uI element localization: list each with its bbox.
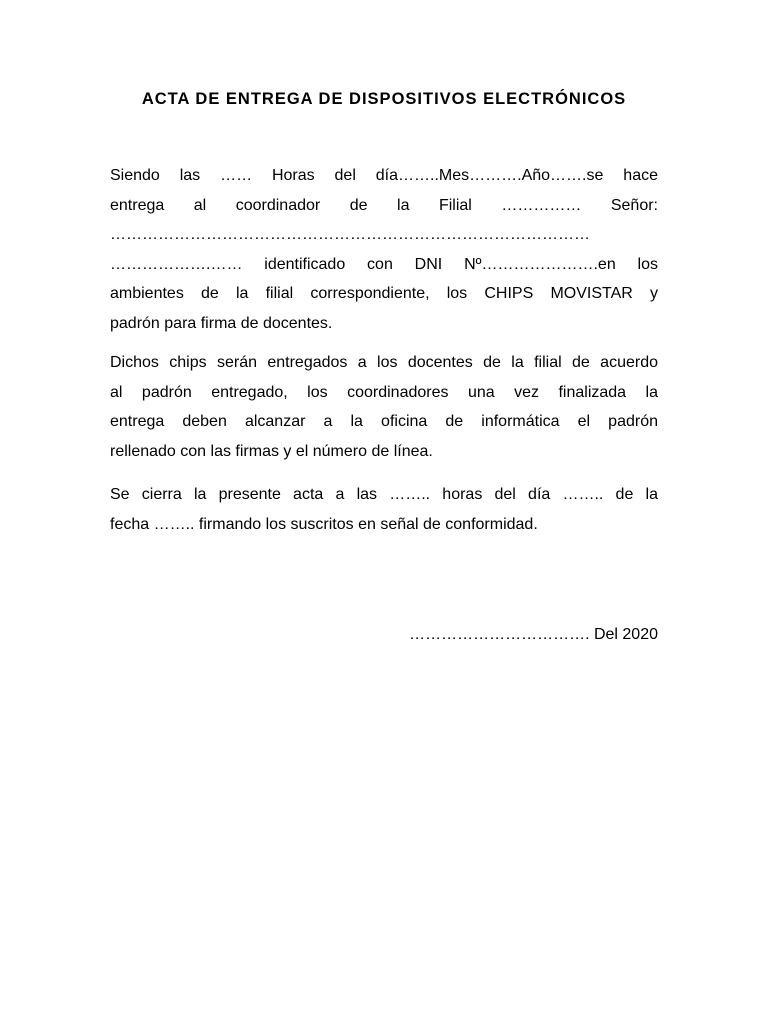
paragraph-line: Dichos chips serán entregados a los docentes de la filial de acuerdo	[110, 354, 658, 371]
paragraph-delivery-details	[110, 161, 658, 338]
paragraph-line: ………………………………………………………………………………	[110, 226, 590, 243]
paragraph-line: padrón para firma de docentes.	[110, 314, 333, 332]
date-line: ……………………………. Del 2020	[409, 626, 658, 643]
paragraph-closing	[110, 480, 658, 539]
paragraph-line: Se cierra la presente acta a las …….. horas del día …….. de la	[110, 486, 658, 503]
paragraph-line: Siendo las …… Horas del día……..Mes……….Año…….se hace	[110, 167, 658, 184]
paragraph-line: rellenado con las firmas y el número de línea.	[110, 442, 433, 460]
document-title: ACTA DE ENTREGA DE DISPOSITIVOS ELECTRÓNICOS	[141, 90, 627, 108]
paragraph-line: ……………….…… identificado con DNI Nº………………….en los	[110, 255, 658, 273]
paragraph-line: entrega deben alcanzar a la oficina de informática el padrón	[110, 413, 658, 430]
paragraph-line: entrega al coordinador de la Filial …………… Señor:	[110, 196, 658, 214]
paragraph-line: al padrón entregado, los coordinadores una vez finalizada la	[110, 383, 658, 401]
paragraph-instructions	[110, 348, 658, 466]
paragraph-line: fecha …….. firmando los suscritos en señal de conformidad.	[110, 515, 538, 533]
paragraph-line: ambientes de la filial correspondiente, los CHIPS MOVISTAR y	[110, 285, 658, 302]
